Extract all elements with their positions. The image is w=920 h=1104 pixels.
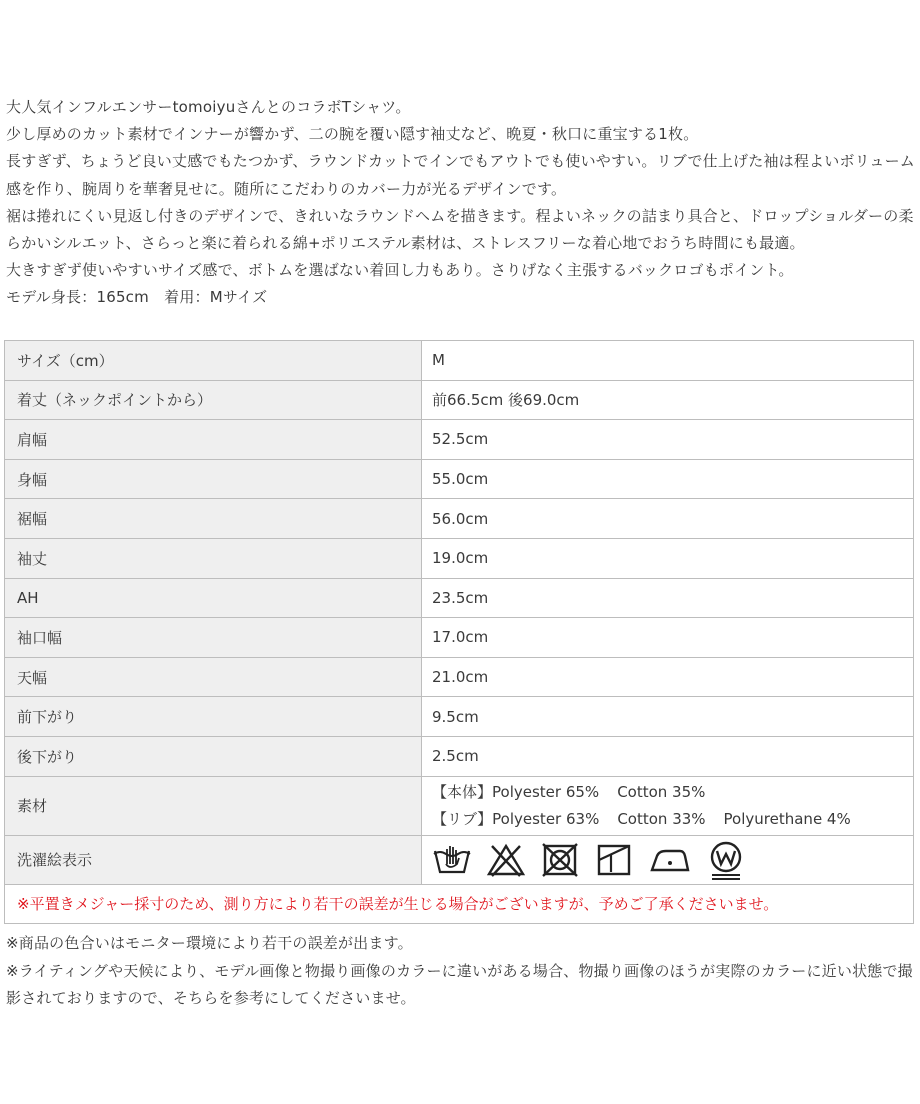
shoulder-value: 52.5cm [422, 420, 914, 460]
material-rib-prefix: 【リブ】 [432, 809, 493, 828]
line-dry-shade-icon [594, 842, 634, 878]
armhole-label: AH [5, 578, 422, 618]
length-value: 前66.5cm 後69.0cm [422, 380, 914, 420]
material-body-line [432, 779, 901, 806]
material-part: Cotton 33% [617, 809, 706, 828]
material-part: Polyester 65% [492, 782, 600, 801]
size-value: M [422, 341, 914, 381]
material-part: Polyester 63% [492, 809, 600, 828]
material-part: Polyurethane 4% [723, 809, 851, 828]
wet-clean-icon [706, 840, 746, 880]
footer-notes [6, 930, 918, 1013]
material-rib-line [432, 806, 901, 833]
table-row [5, 736, 914, 776]
description-line: 長すぎず、ちょうど良い丈感でもたつかず、ラウンドカットでインでもアウトでも使いやすい。リブで仕上げた袖は程よいボリューム感を作り、腕周りを華奢見せに。随所にこだわりのカバー力が光るデザインです。 [6, 152, 916, 198]
front-drop-label: 前下がり [5, 697, 422, 737]
back-drop-value: 2.5cm [422, 736, 914, 776]
material-body-prefix: 【本体】 [432, 782, 493, 801]
chest-value: 55.0cm [422, 459, 914, 499]
color-note: ※商品の色合いはモニター環境により若干の誤差が出ます。 [6, 934, 413, 952]
table-row [5, 697, 914, 737]
table-row [5, 380, 914, 420]
table-row [5, 499, 914, 539]
table-row [5, 657, 914, 697]
size-label: サイズ（cm） [5, 341, 422, 381]
description-line: 大きすぎず使いやすいサイズ感で、ボトムを選ばない着回し力もあり。さりげなく主張するバックロゴもポイント。 [6, 261, 794, 280]
description-line: 少し厚めのカット素材でインナーが響かず、二の腕を覆い隠す袖丈など、晩夏・秋口に重宝する1枚。 [6, 125, 699, 144]
table-row [5, 341, 914, 381]
hem-value: 56.0cm [422, 499, 914, 539]
product-description [6, 94, 918, 312]
sleeve-length-label: 袖丈 [5, 538, 422, 578]
material-part: Cotton 35% [617, 782, 706, 801]
front-drop-value: 9.5cm [422, 697, 914, 737]
table-row [5, 578, 914, 618]
length-label: 着丈（ネックポイントから） [5, 380, 422, 420]
table-row [5, 420, 914, 460]
material-value [422, 776, 914, 835]
neck-width-label: 天幅 [5, 657, 422, 697]
material-label: 素材 [5, 776, 422, 835]
armhole-value: 23.5cm [422, 578, 914, 618]
shoulder-label: 肩幅 [5, 420, 422, 460]
table-row [5, 618, 914, 658]
size-table [4, 340, 914, 924]
back-drop-label: 後下がり [5, 736, 422, 776]
measurement-note: ※平置きメジャー採寸のため、測り方により若干の誤差が生じる場合がございますが、予めご了承くださいませ。 [5, 884, 914, 924]
table-row [5, 835, 914, 884]
table-row [5, 884, 914, 924]
cuff-width-value: 17.0cm [422, 618, 914, 658]
model-info: モデル身長：165cm 着用：Mサイズ [6, 288, 268, 307]
lighting-note: ※ライティングや天候により、モデル画像と物撮り画像のカラーに違いがある場合、物撮り画像のほうが実際のカラーに近い状態で撮影されておりますので、そちらを参考にしてくださいませ。 [6, 961, 913, 1007]
no-bleach-icon [486, 842, 526, 878]
table-row [5, 538, 914, 578]
neck-width-value: 21.0cm [422, 657, 914, 697]
table-row [5, 776, 914, 835]
hem-label: 裾幅 [5, 499, 422, 539]
table-row [5, 459, 914, 499]
cuff-width-label: 袖口幅 [5, 618, 422, 658]
description-line: 大人気インフルエンサーtomoiyuさんとのコラボTシャツ。 [6, 98, 411, 116]
low-iron-icon [648, 842, 692, 878]
care-icons [422, 835, 914, 884]
description-line: 裾は捲れにくい見返し付きのデザインで、きれいなラウンドヘムを描きます。程よいネックの詰まり具合と、ドロップショルダーの柔らかいシルエット、さらっと楽に着られる綿+ポリエステル素材は、ストレスフリーな着心地でおうち時間にも最適。 [6, 206, 914, 253]
chest-label: 身幅 [5, 459, 422, 499]
no-tumble-dry-icon [540, 842, 580, 878]
sleeve-length-value: 19.0cm [422, 538, 914, 578]
hand-wash-icon [432, 842, 472, 878]
care-label: 洗濯絵表示 [5, 835, 422, 884]
